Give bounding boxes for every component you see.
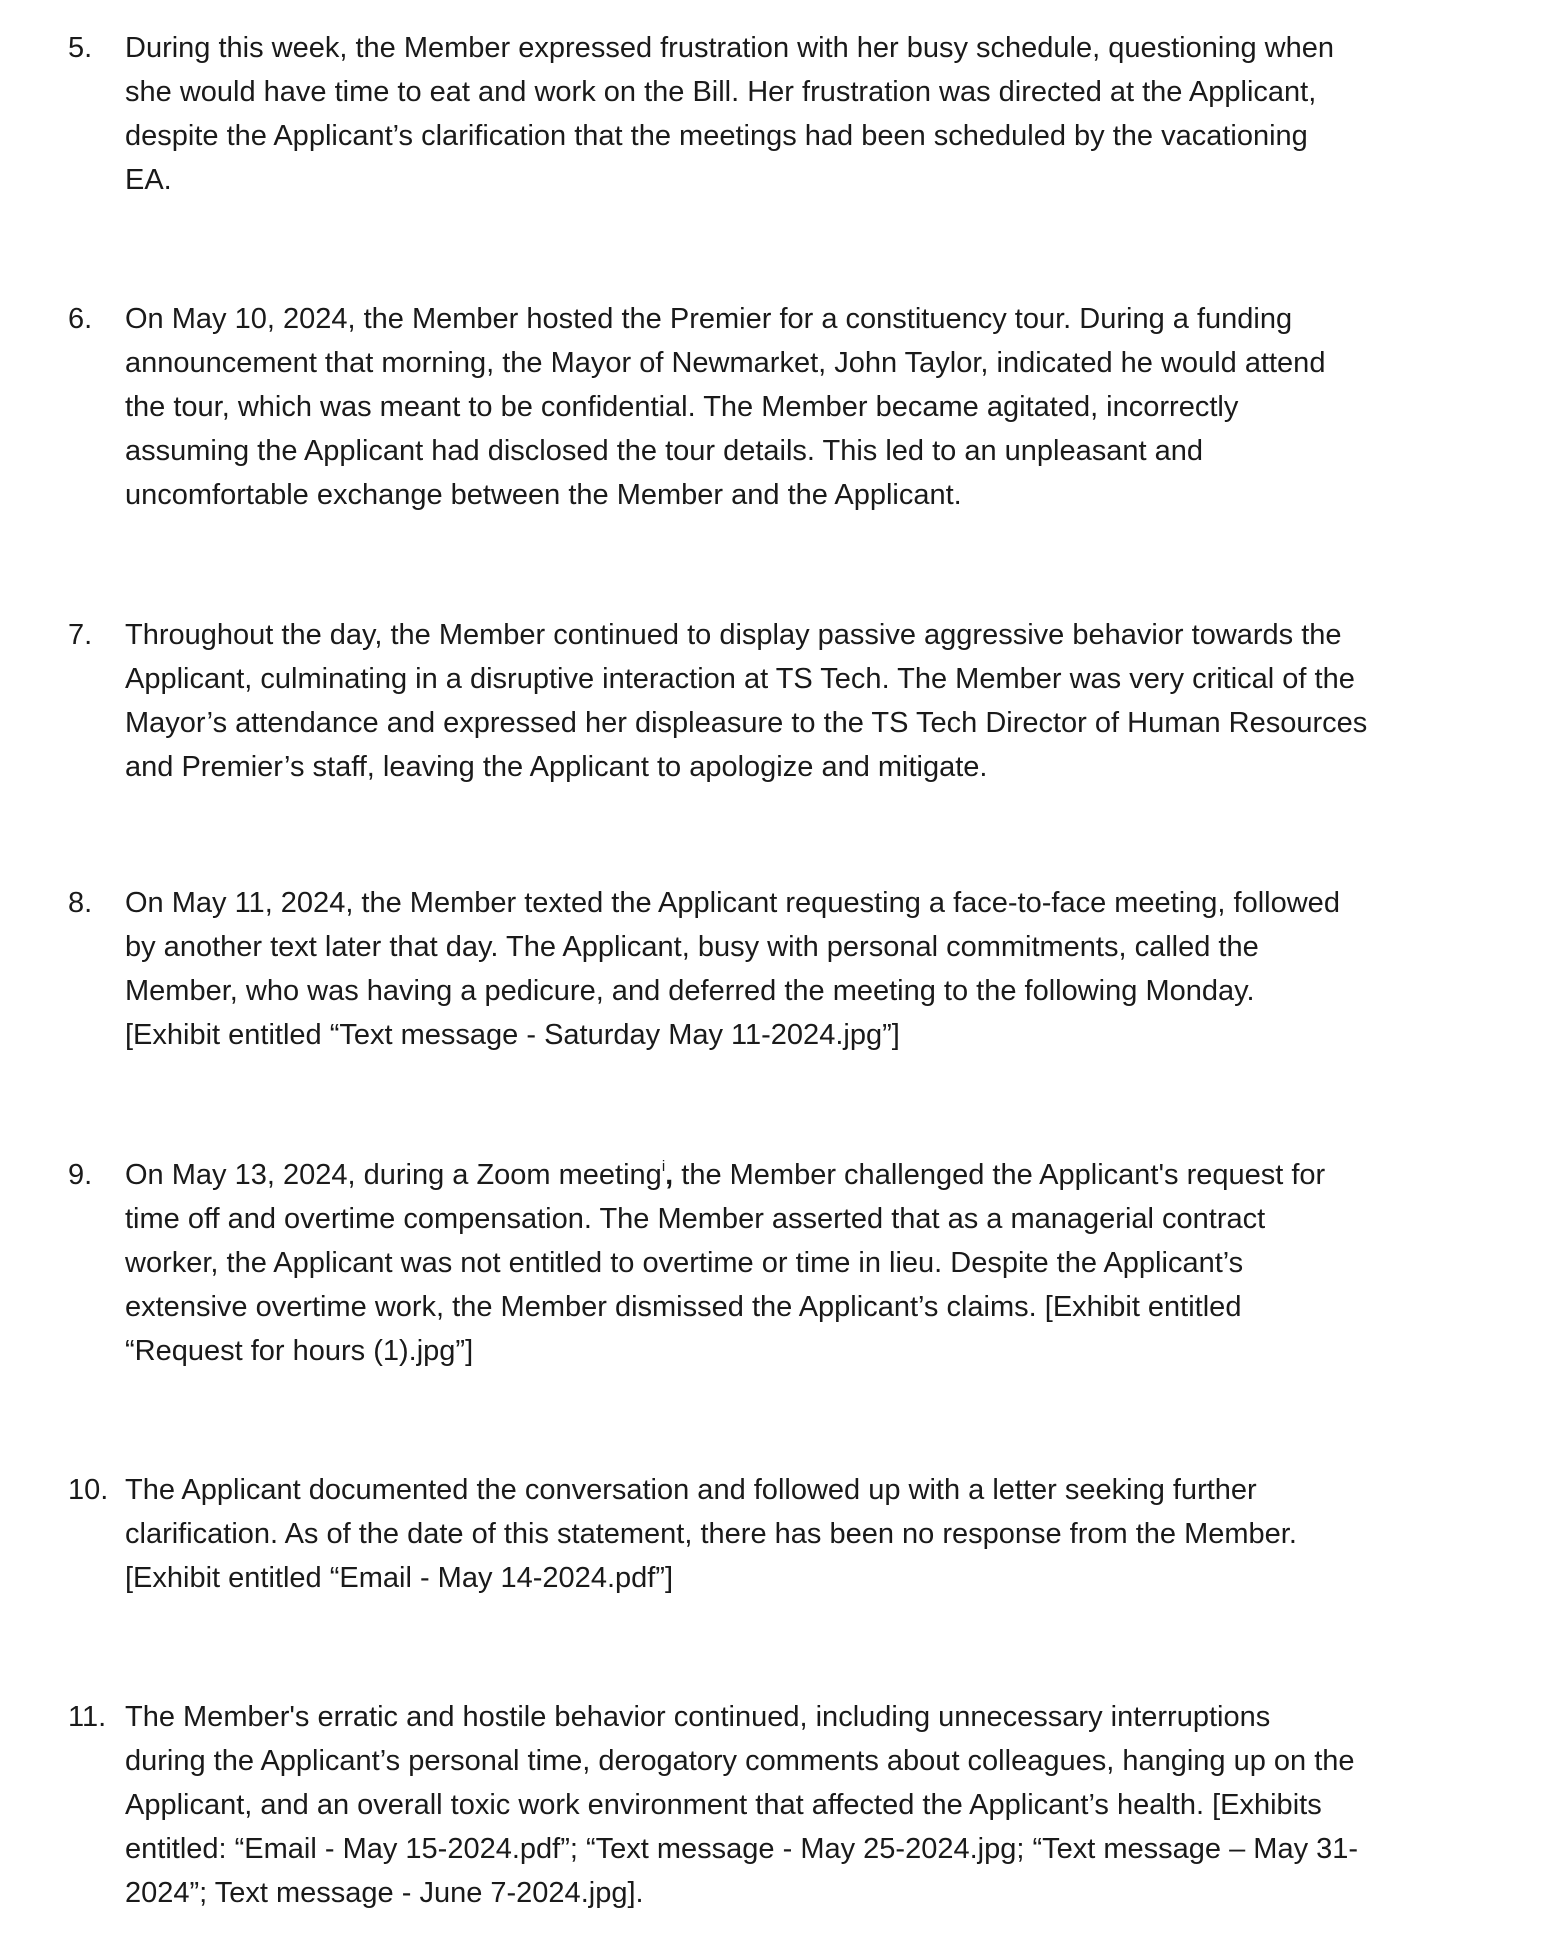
text-fragment: , — [665, 1159, 674, 1191]
numbered-paragraph-8 — [68, 881, 1468, 1057]
text-line: she would have time to eat and work on the Bill. Her frustration was directed at the Applicant, — [125, 76, 1317, 108]
text-line: time off and overtime compensation. The Member asserted that as a managerial contract — [125, 1203, 1266, 1235]
numbered-paragraph-11 — [68, 1695, 1468, 1915]
paragraph-text — [125, 881, 1468, 1057]
text-line: uncomfortable exchange between the Member and the Applicant. — [125, 479, 962, 511]
text-line: Member, who was having a pedicure, and deferred the meeting to the following Monday. — [125, 975, 1255, 1007]
text-line: clarification. As of the date of this statement, there has been no response from the Member. — [125, 1518, 1297, 1550]
paragraph-text — [125, 1695, 1468, 1915]
paragraph-number: 10. — [68, 1474, 109, 1506]
text-line: extensive overtime work, the Member dismissed the Applicant’s claims. [Exhibit entitled — [125, 1291, 1242, 1323]
text-line: announcement that morning, the Mayor of Newmarket, John Taylor, indicated he would attend — [125, 347, 1326, 379]
text-line — [125, 1153, 1468, 1197]
text-line: assuming the Applicant had disclosed the tour details. This led to an unpleasant and — [125, 435, 1204, 467]
text-line: worker, the Applicant was not entitled to overtime or time in lieu. Despite the Applicant’s — [125, 1247, 1244, 1279]
text-line: 2024”; Text message - June 7-2024.jpg]. — [125, 1877, 644, 1909]
text-line: [Exhibit entitled “Email - May 14-2024.pdf”] — [125, 1562, 674, 1594]
text-line: Applicant, and an overall toxic work environment that affected the Applicant’s health. [Exhibits — [125, 1789, 1322, 1821]
text-line: [Exhibit entitled “Text message - Saturday May 11-2024.jpg”] — [125, 1019, 900, 1051]
paragraph-number: 11. — [68, 1701, 107, 1733]
paragraph-number: 7. — [68, 619, 93, 651]
numbered-paragraph-7 — [68, 613, 1468, 789]
numbered-paragraph-5 — [68, 26, 1468, 202]
text-line: despite the Applicant’s clarification that the meetings had been scheduled by the vacationing — [125, 120, 1308, 152]
paragraph-text — [125, 1153, 1468, 1373]
text-line: during the Applicant’s personal time, derogatory comments about colleagues, hanging up on the — [125, 1745, 1355, 1777]
text-line: On May 10, 2024, the Member hosted the Premier for a constituency tour. During a funding — [125, 303, 1293, 335]
text-line: Applicant, culminating in a disruptive interaction at TS Tech. The Member was very critical of the — [125, 663, 1355, 695]
text-line: On May 11, 2024, the Member texted the Applicant requesting a face-to-face meeting, followed — [125, 887, 1340, 919]
text-line: Throughout the day, the Member continued to display passive aggressive behavior towards the — [125, 619, 1342, 651]
text-line: by another text later that day. The Applicant, busy with personal commitments, called the — [125, 931, 1259, 963]
text-line: The Applicant documented the conversation and followed up with a letter seeking further — [125, 1474, 1257, 1506]
text-line: the tour, which was meant to be confidential. The Member became agitated, incorrectly — [125, 391, 1239, 423]
paragraph-text — [125, 613, 1468, 789]
numbered-paragraph-6 — [68, 297, 1468, 517]
paragraph-number: 8. — [68, 887, 93, 919]
paragraph-number: 5. — [68, 32, 93, 64]
paragraph-text — [125, 297, 1468, 517]
text-line: entitled: “Email - May 15-2024.pdf”; “Text message - May 25-2024.jpg; “Text message – May 31- — [125, 1833, 1359, 1865]
text-line: Mayor’s attendance and expressed her displeasure to the TS Tech Director of Human Resources — [125, 707, 1368, 739]
text-line: The Member's erratic and hostile behavior continued, including unnecessary interruptions — [125, 1701, 1271, 1733]
paragraph-number: 9. — [68, 1159, 93, 1191]
text-line: During this week, the Member expressed frustration with her busy schedule, questioning when — [125, 32, 1334, 64]
text-fragment: On May 13, 2024, during a Zoom meeting — [125, 1159, 662, 1191]
paragraph-number: 6. — [68, 303, 93, 335]
paragraph-text — [125, 1468, 1468, 1600]
text-line: EA. — [125, 164, 172, 196]
text-line: and Premier’s staff, leaving the Applicant to apologize and mitigate. — [125, 751, 988, 783]
text-line: “Request for hours (1).jpg”] — [125, 1335, 474, 1367]
text-fragment: the Member challenged the Applicant's request for — [673, 1159, 1326, 1191]
paragraph-text — [125, 26, 1468, 202]
footnote-marker[interactable]: i — [661, 1158, 666, 1176]
numbered-paragraph-9 — [68, 1153, 1468, 1373]
numbered-paragraph-10 — [68, 1468, 1468, 1600]
